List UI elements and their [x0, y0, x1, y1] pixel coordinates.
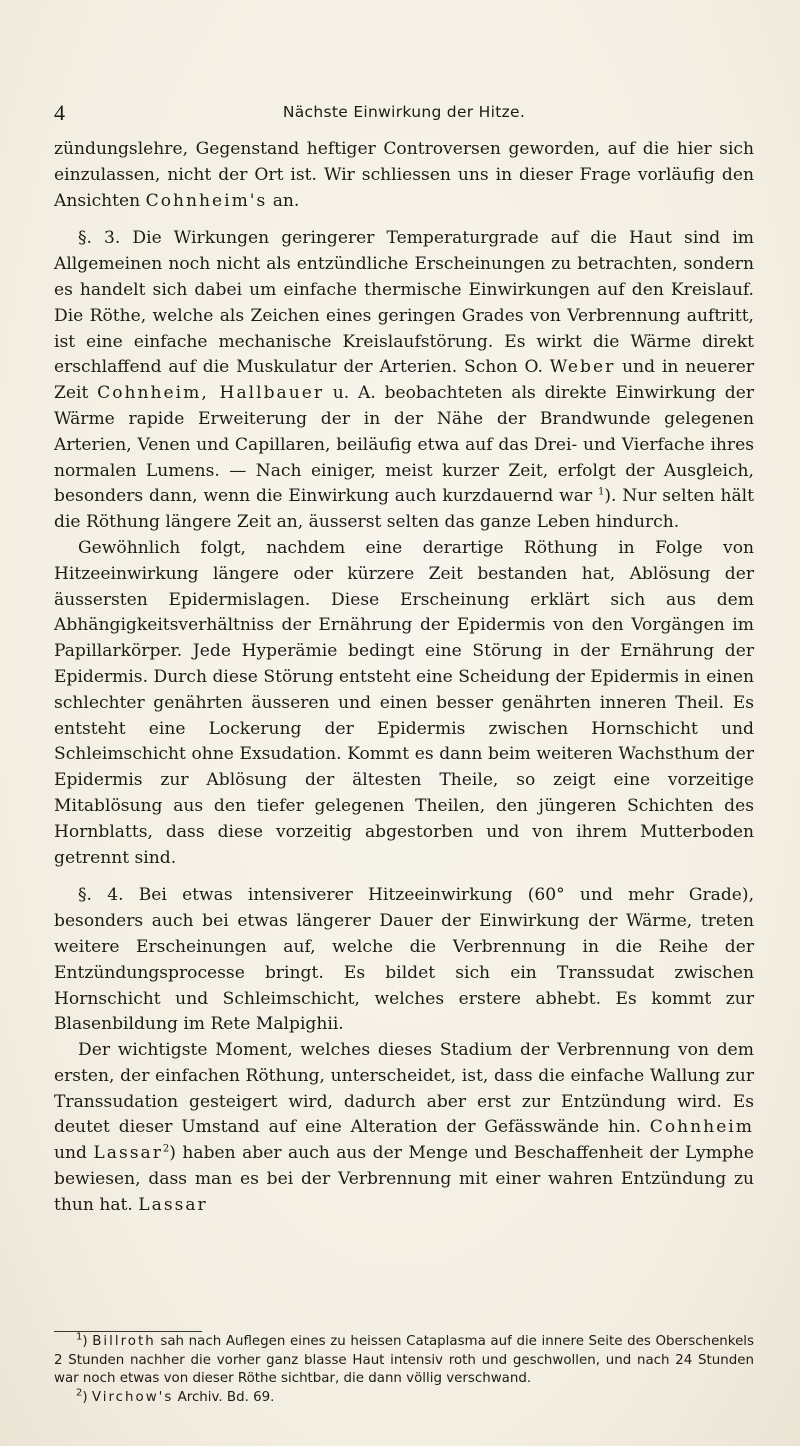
footnote-marker: 1 [76, 1331, 83, 1343]
page-header [54, 100, 754, 128]
body-text [54, 137, 754, 1219]
author-name: Cohnheim [649, 1117, 754, 1138]
text-run: §. 3. Die Wirkungen geringerer Temperaturgrade auf die Haut sind im Allgemeinen noch nicht als entzündliche Erscheinungen zu betrachten, sondern es handelt sich dabei um einfache thermische Einwirkungen auf den Kreislauf. Die Röthe, welche als Zeichen eines geringen Grades von Verbrennung auftritt, ist eine einfache mechanische Kreislaufstörung. Es wirkt die Wärme direkt erschlaffend auf die Muskulatur der Arterien. Schon O. [54, 228, 754, 378]
text-run: Archiv. Bd. 69. [173, 1389, 275, 1405]
text-run: und [54, 1143, 94, 1164]
footnote-reference: 2 [162, 1143, 170, 1155]
paragraph-epidermis: Gewöhnlich folgt, nachdem eine derartige Röthung in Folge von Hitzeeinwirkung längere oder kürzere Zeit bestanden hat, Ablösung der äussersten Epidermislagen. Diese Erscheinung erklärt sich aus dem Abhängigkeitsverhältniss der Ernährung der Epidermis von den Vorgängen im Papillarkörper. Jede Hyperämie bedingt eine Störung in der Ernährung der Epidermis. Durch diese Störung entsteht eine Scheidung der Epidermis in einen schlechter genährten äusseren und einen besser genährten inneren Theil. Es entsteht eine Lockerung der Epidermis zwischen Hornschicht und Schleimschicht ohne Exsudation. Kommt es dann beim weiteren Wachsthum der Epidermis zur Ablösung der ältesten Theile, so zeigt eine vorzeitige Mitablösung aus den tiefer gelegenen Theilen, den jüngeren Schichten des Hornblatts, dass diese vorzeitig abgestorben und von ihrem Mutterboden getrennt sind. [54, 537, 754, 868]
text-run: ) haben aber auch aus der Menge und Beschaffenheit der Lymphe bewiesen, dass man es bei der Verbrennung mit einer wahren Entzündung zu thun hat. [54, 1143, 754, 1215]
author-name: Virchow's [91, 1389, 174, 1405]
text-run: zündungslehre, Gegenstand heftiger Controversen geworden, auf die hier sich einzulassen, nicht der Ort ist. Wir schliessen uns in dieser Frage vorläufig den Ansichten [54, 139, 754, 211]
author-name: Cohnheim, Hallbauer [97, 383, 324, 404]
text-run: und in neuerer Zeit [54, 357, 754, 404]
footnote-2: $^2$) Virchow's Archiv. Bd. 69. [76, 1387, 275, 1405]
author-name: Lassar [93, 1143, 163, 1164]
footnote-1: $^1$) Billroth sah nach Auflegen eines zu heissen Cataplasma auf die innere Seite des Oberschenkels 2 Stunden nachher die vorher ganz blasse Haut intensiv roth und geschwollen, und nach 24 Stunden war noch etwas von dieser Röthe sichtbar, die dann völlig verschwand. [54, 1331, 755, 1387]
page-number: 4 [54, 100, 65, 125]
paragraph-transsudation [54, 1038, 754, 1219]
footnote-reference: 1 [597, 486, 605, 498]
author-name: Cohnheim's [145, 190, 268, 211]
section-3-paragraph [54, 226, 754, 536]
text-run: an. [267, 190, 300, 211]
author-name: Weber [549, 357, 616, 378]
author-name: Lassar [138, 1194, 208, 1215]
text-run: sah nach Auflegen eines zu heissen Cataplasma auf die innere Seite des Oberschenkels 2 Stunden nachher die vorher ganz blasse Haut intensiv roth und geschwollen, und nach 24 Stunden war noch etwas von dieser Röthe sichtbar, die dann völlig verschwand. [54, 1334, 755, 1387]
text-run: u. A. beobachteten als direkte Einwirkung der Wärme rapide Erweiterung der in der Nähe der Brandwunde gelegenen Arterien, Venen und Capillaren, beiläufig etwa auf das Drei- und Vierfache ihres normalen Lumens. — Nach einiger, meist kurzer Zeit, erfolgt der Ausgleich, besonders dann, wenn die Einwirkung auch kurzdauernd war [54, 383, 754, 507]
running-title: Nächste Einwirkung der Hitze. [282, 103, 526, 121]
section-4-paragraph: §. 4. Bei etwas intensiverer Hitzeeinwirkung (60° und mehr Grade), besonders auch bei etwas längerer Dauer der Einwirkung der Wärme, treten weitere Erscheinungen auf, welche die Verbrennung in die Reihe der Entzündungsprocesse bringt. Es bildet sich ein Transsudat zwischen Hornschicht und Schleimschicht, welches erstere abhebt. Es kommt zur Blasenbildung im Rete Malpighii. [54, 885, 754, 1035]
footnotes [54, 1333, 754, 1407]
paragraph-continuation [54, 137, 754, 214]
author-name: Billroth [92, 1334, 156, 1349]
footnote-marker: 2 [76, 1387, 83, 1399]
text-run: ). Nur selten hält die Röthung längere Zeit an, äusserst selten das ganze Leben hindurch. [54, 486, 754, 533]
text-run: Der wichtigste Moment, welches dieses Stadium der Verbrennung von dem ersten, der einfachen Röthung, unterscheidet, ist, dass die einfache Wallung zur Transsudation gesteigert wird, dadurch aber erst zur Entzündung wird. Es deutet dieser Umstand auf eine Alteration der Gefässwände hin. [54, 1040, 754, 1138]
